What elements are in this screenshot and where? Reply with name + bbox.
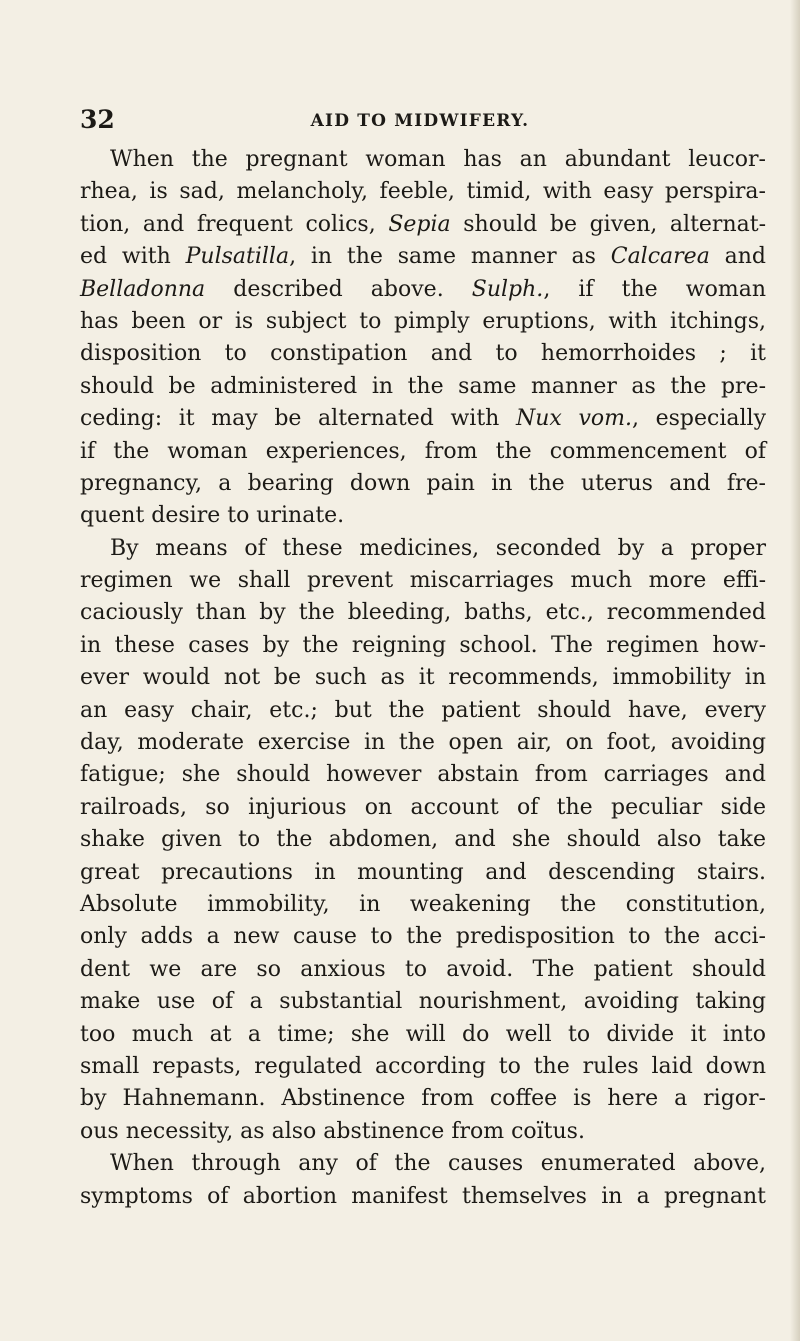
page-number: 32 — [80, 105, 115, 134]
text-line: Absolute immobility, in weakening the constitution, — [80, 891, 766, 917]
text-line: small repasts, regulated according to the rules laid down — [80, 1053, 766, 1079]
text-line: make use of a substantial nourishment, avoiding taking — [80, 989, 766, 1015]
text-line: pregnancy, a bearing down pain in the uterus and fre- — [80, 470, 766, 496]
text-line: great precautions in mounting and descending stairs. — [80, 859, 766, 885]
remedy-name: Belladonna — [80, 276, 206, 302]
text-line: in these cases by the reigning school. The regimen how- — [80, 632, 766, 658]
text-line: rhea, is sad, melancholy, feeble, timid, with easy perspira- — [80, 179, 766, 205]
remedy-name: Pulsatilla — [185, 244, 290, 270]
text-line: should be administered in the same manner as the pre- — [80, 373, 766, 399]
body-text — [80, 144, 766, 1213]
text-line: has been or is subject to pimply eruptions, with itchings, — [80, 308, 766, 334]
text-line: Belladonna described above. Sulph., if the woman — [80, 276, 766, 302]
page-header — [80, 104, 760, 136]
text-line: too much at a time; she will do well to divide it into — [80, 1021, 766, 1047]
text-line: by Hahnemann. Abstinence from coffee is here a rigor- — [80, 1086, 766, 1112]
running-head: AID TO MIDWIFERY. — [310, 111, 530, 131]
text-line: ous necessity, as also abstinence from coïtus. — [80, 1118, 585, 1144]
text-line: ceding: it may be alternated with Nux vom., especially — [80, 406, 767, 432]
text-line: only adds a new cause to the predisposition to the acci- — [80, 924, 766, 950]
remedy-name: Calcarea — [610, 244, 710, 270]
text-line: When the pregnant woman has an abundant leucor- — [110, 147, 766, 172]
text-line: dent we are so anxious to avoid. The patient should — [80, 956, 766, 982]
text-line: caciously than by the bleeding, baths, etc., recommended — [80, 600, 766, 626]
text-line: disposition to constipation and to hemorrhoides ; it — [80, 341, 766, 367]
text-line: if the woman experiences, from the commencement of — [80, 438, 766, 464]
text-line: shake given to the abdomen, and she should also take — [80, 827, 766, 853]
text-line: regimen we shall prevent miscarriages much more effi- — [80, 568, 766, 594]
text-line: By means of these medicines, seconded by a proper — [110, 535, 766, 561]
text-line: fatigue; she should however abstain from carriages and — [80, 762, 766, 788]
text-line: an easy chair, etc.; but the patient should have, every — [80, 697, 766, 723]
text-line: day, moderate exercise in the open air, on foot, avoiding — [80, 730, 766, 756]
text-line: ever would not be such as it recommends, immobility in — [80, 665, 766, 691]
text-line: railroads, so injurious on account of the peculiar side — [80, 794, 766, 820]
remedy-name: Nux vom. — [515, 406, 632, 432]
text-line: ed with Pulsatilla, in the same manner as Calcarea and — [80, 244, 766, 270]
text-line: quent desire to urinate. — [80, 503, 345, 529]
page-edge-shadow — [790, 0, 800, 1341]
remedy-name: Sulph. — [471, 276, 544, 302]
text-line: When through any of the causes enumerated above, — [110, 1151, 766, 1177]
text-line: tion, and frequent colics, Sepia should be given, alternat- — [80, 211, 767, 237]
text-line: symptoms of abortion manifest themselves in a pregnant — [80, 1183, 766, 1209]
remedy-name: Sepia — [388, 211, 451, 237]
